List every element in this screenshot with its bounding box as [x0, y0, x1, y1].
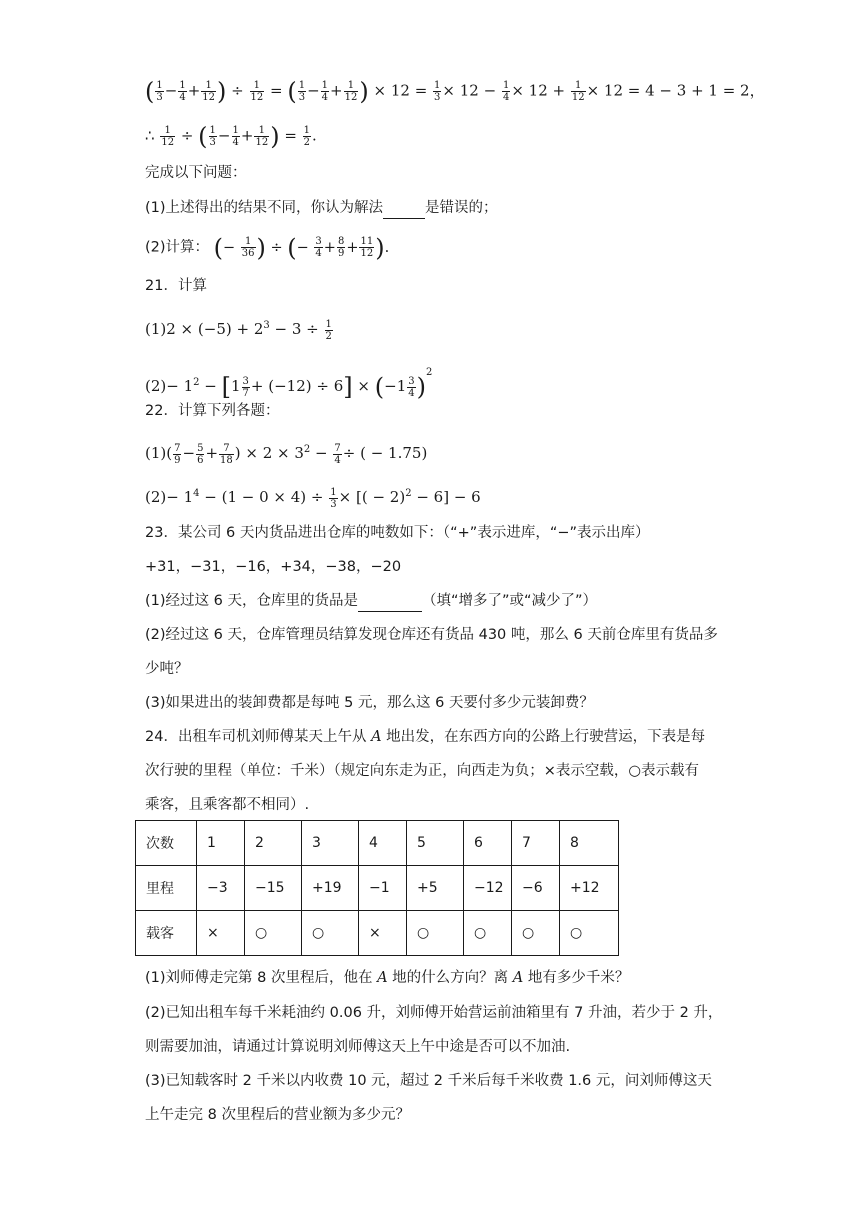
equation-line-2: ∴ $\frac{1}{12}$ ÷ ( $\frac{1}{3}$ − $\frac{1}{4}$ + $\frac{1}{12}$ ) = $\frac{1}{2}$ .	[145, 122, 317, 151]
table-cell: ○	[302, 911, 359, 956]
q24-part3-line2: 上午走完 8 次里程后的营业额为多少元？	[145, 1107, 410, 1123]
table-cell: 1	[197, 821, 245, 866]
q20-part1	[145, 198, 498, 219]
table-cell: 5	[407, 821, 464, 866]
table-cell: ○	[245, 911, 302, 956]
q20-part2-text: (2)计算：	[145, 239, 210, 256]
q22-part2: $(2)- 1^4 - (1 - 0 \times 4)$ ÷ $\frac{1}{3}$ × [( − 2)$^2$ − 6] − 6	[145, 486, 481, 510]
table-cell: 3	[302, 821, 359, 866]
variable-a: A	[371, 729, 382, 745]
table-cell: ×	[197, 911, 245, 956]
q21-part2: $(2)- 1^2 - [1$ $\frac{3}{7}$ + (−12) ÷ 6] × (−1 $\frac{3}{4}$ )$^2$	[145, 367, 433, 401]
q23-part1-text: (1)经过这 6 天，仓库里的货品是	[145, 593, 358, 609]
table-cell: −1	[359, 866, 407, 911]
q24-part1-mid: 地的什么方向？离	[387, 970, 513, 986]
q21-part1: $(1)2 \times (-5) + 2^3 - 3$ ÷ $\frac{1}{2}$	[145, 318, 332, 342]
q23-part1	[145, 591, 597, 612]
table-cell: 8	[560, 821, 619, 866]
answer-blank[interactable]	[383, 198, 425, 219]
q23-part3: (3)如果进出的装卸费都是每吨 5 元，那么这 6 天要付多少元装卸费？	[145, 695, 594, 711]
q20-part1-text: (1)上述得出的结果不同，你认为解法	[145, 200, 384, 216]
table-cell: −3	[197, 866, 245, 911]
q21-part1-text: (1)2 × (−5) + 2	[145, 320, 264, 338]
q24-line1	[145, 727, 705, 747]
table-cell: 4	[359, 821, 407, 866]
q21-part2-text: (2)− 1	[145, 377, 194, 395]
q23-values: +31，−31，−16，+34，−38，−20	[145, 559, 402, 575]
table-cell: 7	[512, 821, 560, 866]
table-cell: 6	[464, 821, 512, 866]
table-cell: +19	[302, 866, 359, 911]
therefore-symbol: ∴	[145, 126, 155, 145]
table-cell: ○	[464, 911, 512, 956]
table-cell: ○	[560, 911, 619, 956]
variable-a: A	[512, 970, 524, 986]
table-cell: 2	[245, 821, 302, 866]
table-cell: −6	[512, 866, 560, 911]
table-row	[136, 821, 619, 866]
answer-blank[interactable]	[358, 591, 422, 612]
prompt-text: 完成以下问题：	[145, 165, 247, 181]
q24-line1-text: 24．出租车司机刘师傅某天上午从	[145, 729, 372, 745]
mileage-table	[135, 820, 619, 956]
q23-part2-line1: (2)经过这 6 天，仓库管理员结算发现仓库还有货品 430 吨，那么 6 天前仓库里有货品多	[145, 627, 718, 643]
q24-part3-line1: (3)已知载客时 2 千米以内收费 10 元，超过 2 千米后每千米收费 1.6 元，问刘师傅这天	[145, 1073, 712, 1089]
q23-title: 23．某公司 6 天内货品进出仓库的吨数如下：（“+”表示进库，“−”表示出库）	[145, 525, 650, 541]
table-row	[136, 911, 619, 956]
table-row-header: 载客	[136, 911, 197, 956]
table-cell: −15	[245, 866, 302, 911]
table-cell: +5	[407, 866, 464, 911]
q20-part2: (2)计算： (− $\frac{1}{36}$ ) ÷ (− $\frac{3}{4}$ + $\frac{8}{9}$ + $\frac{11}{12}$ ).	[145, 233, 390, 262]
table-cell: ○	[407, 911, 464, 956]
variable-a: A	[377, 970, 388, 986]
q22-title: 22．计算下列各题：	[145, 403, 280, 419]
q22-part2-text: (2)− 1	[145, 488, 194, 506]
q24-line3: 乘客，且乘客都不相同）.	[145, 797, 310, 813]
table-row-header: 里程	[136, 866, 197, 911]
q20-part1-suffix: 是错误的；	[425, 200, 498, 216]
q22-part1: (1)( $\frac{7}{9}$ − $\frac{5}{6}$ + $\frac{7}{18}$ ) × $2 \times 3^2$ − $\frac{7}{4}$ ÷ ( − 1.75)	[145, 442, 428, 466]
table-cell: −12	[464, 866, 512, 911]
q23-part1-hint: （填“增多了”或“减少了”）	[421, 593, 598, 609]
q21-title: 21．计算	[145, 278, 207, 294]
table-row-header: 次数	[136, 821, 197, 866]
q24-part2-line2: 则需要加油，请通过计算说明刘师傅这天上午中途是否可以不加油.	[145, 1039, 571, 1055]
table-cell: +12	[560, 866, 619, 911]
q23-part2-line2: 少吨？	[145, 661, 189, 677]
q24-part1-text: (1)刘师傅走完第 8 次里程后，他在	[145, 970, 378, 986]
q24-line2: 次行驶的里程（单位：千米）（规定向东走为正，向西走为负；×表示空载，○表示载有	[145, 763, 700, 779]
equation-line-1-result: = 4 − 3 + 1 = 2，	[627, 81, 765, 100]
q22-part1-text: (1)(	[145, 444, 173, 462]
table-cell: ○	[512, 911, 560, 956]
q24-part2-line1: (2)已知出租车每千米耗油约 0.06 升，刘师傅开始营运前油箱里有 7 升油，若少于 2 升，	[145, 1005, 723, 1021]
table-cell: ×	[359, 911, 407, 956]
equation-line-1: ( $\frac{1}{3}$ − $\frac{1}{4}$ + $\frac{1}{12}$ ) ÷ $\frac{1}{12}$ = ( $\frac{1}{3}$ − $\frac{1}{4}$ + $\frac{1}{12}$ ) × 12 = $\frac{1}{3}$ × 12 − $\frac{1}{4}$ × 12 + $\frac{1}{12}$ × 12 = 4 − 3 + 1 = 2，	[145, 77, 765, 106]
q24-part1-tail: 地有多少千米？	[523, 970, 630, 986]
table-row	[136, 866, 619, 911]
q24-line1-tail: 地出发，在东西方向的公路上行驶营运，下表是每	[381, 729, 706, 745]
q24-part1	[145, 968, 629, 988]
